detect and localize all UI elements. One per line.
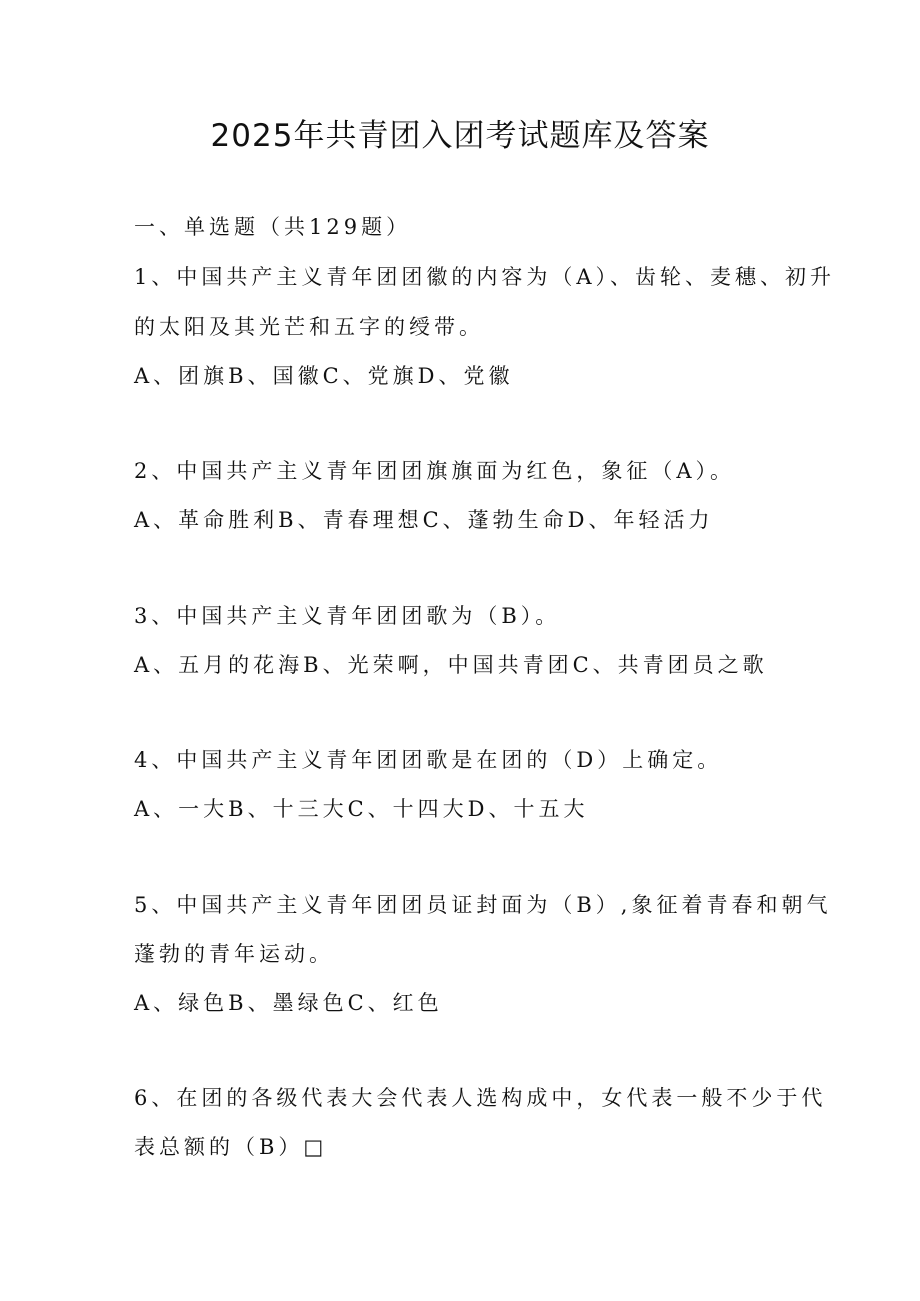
question-3-options: A、五月的花海B、光荣啊，中国共青团C、共青团员之歌 [134,653,768,677]
question-2-options: A、革命胜利B、青春理想C、蓬勃生命D、年轻活力 [134,508,714,532]
section-heading: 一、单选题（共129题） [134,215,412,239]
question-5-options: A、绿色B、墨绿色C、红色 [134,991,443,1015]
question-1-line-2: 的太阳及其光芒和五字的绶带。 [134,315,484,339]
question-5-line-1: 5、中国共产主义青年团团员证封面为（B）,象征着青春和朝气 [134,893,832,917]
question-1-line-1: 1、中国共产主义青年团团徽的内容为（A）、齿轮、麦穗、初升 [134,265,836,289]
question-6-line-2: 表总额的（B）□ [134,1135,328,1159]
question-3-line-1: 3、中国共产主义青年团团歌为（B）。 [134,604,561,628]
question-6-line-1: 6、在团的各级代表大会代表人选构成中，女代表一般不少于代 [134,1086,827,1110]
document-title: 2025年共青团入团考试题库及答案 [210,118,710,154]
question-5-line-2: 蓬勃的青年运动。 [134,942,334,966]
question-2-line-1: 2、中国共产主义青年团团旗旗面为红色，象征（A）。 [134,459,736,483]
question-4-line-1: 4、中国共产主义青年团团歌是在团的（D）上确定。 [134,748,723,772]
question-1-options: A、团旗B、国徽C、党旗D、党徽 [134,364,514,388]
question-4-options: A、一大B、十三大C、十四大D、十五大 [134,797,589,821]
